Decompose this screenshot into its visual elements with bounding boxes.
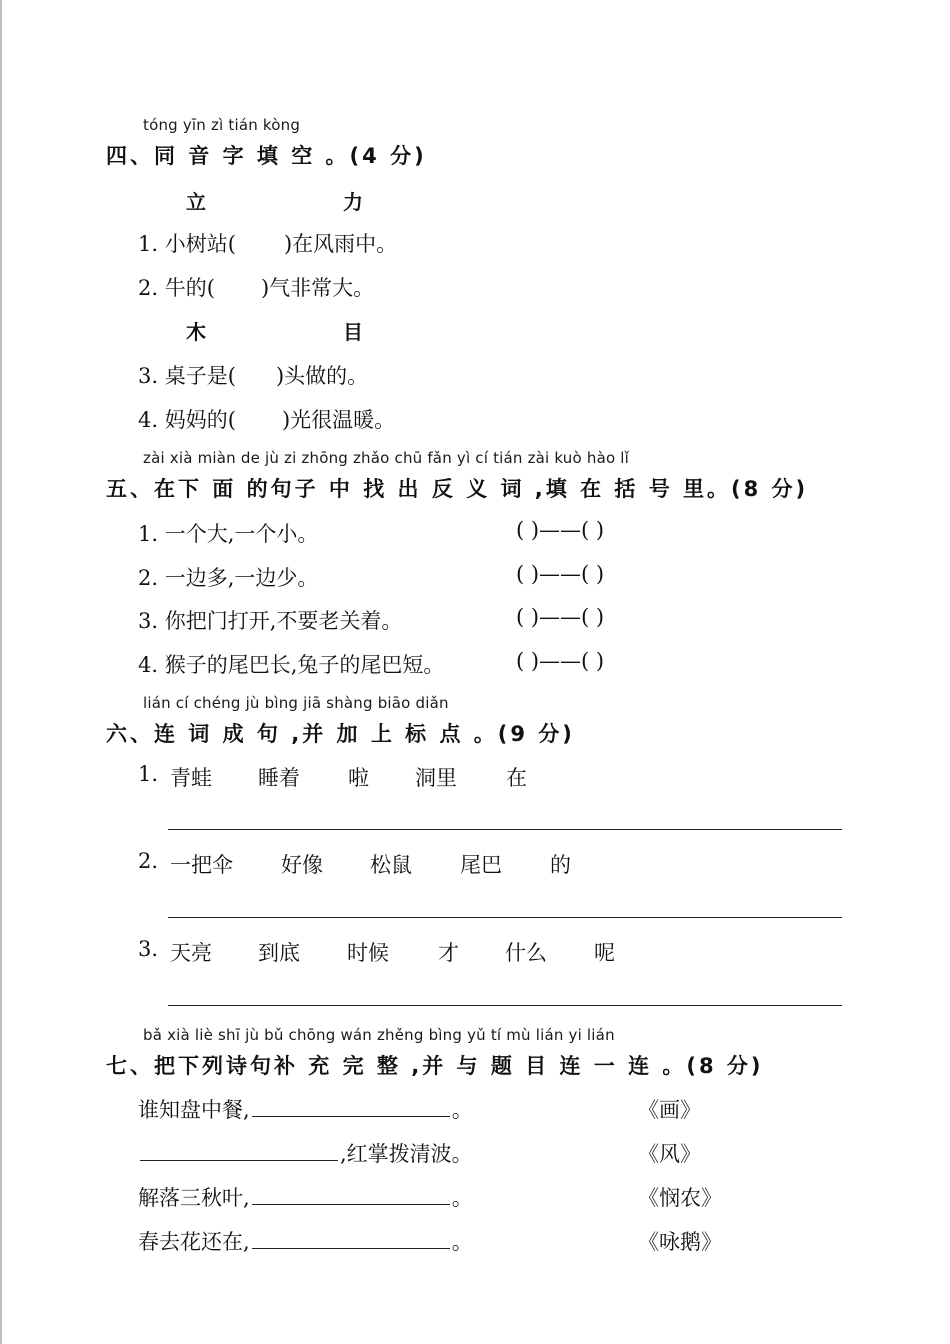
answer-line-2[interactable]: [168, 917, 842, 918]
poem-title-1: 《画》: [638, 1098, 701, 1122]
poem-line-2: [138, 1138, 473, 1168]
poem-blank-3[interactable]: [252, 1186, 450, 1205]
section5-title: 五、在下 面 的句子 中 找 出 反 义 词 ,填 在 括 号 里。(8 分): [106, 477, 809, 501]
poem-title-4: 《咏鹅》: [638, 1230, 722, 1254]
word-card: 松鼠: [370, 853, 412, 877]
item-number: 1.: [138, 232, 159, 256]
poem-after: 。: [451, 1098, 473, 1122]
item-text: 一边多,一边少。: [164, 566, 319, 590]
section4-item-1: [138, 228, 397, 258]
poem-after: ,红掌拨清波。: [340, 1142, 473, 1166]
item-after: )光很温暖。: [281, 408, 396, 432]
section6-item-number-1: 1.: [138, 762, 159, 786]
word-card: 什么: [505, 941, 547, 965]
item-number: 4.: [138, 653, 159, 677]
section6-title: 六、连 词 成 句 ,并 加 上 标 点 。(9 分): [106, 722, 575, 746]
section4-item-3: [138, 360, 368, 390]
item-after: )在风雨中。: [283, 232, 398, 256]
section5-pinyin: zài xià miàn de jù zi zhōng zhǎo chū fǎn yì cí tián zài kuò hào lǐ: [143, 449, 630, 467]
antonym-answer-1: ( )——( ): [516, 518, 605, 542]
item-before: 牛的(: [164, 276, 215, 300]
item-after: )头做的。: [275, 364, 369, 388]
antonym-answer-2: ( )——( ): [516, 562, 605, 586]
poem-before: 解落三秋叶,: [138, 1186, 250, 1210]
word-card: 好像: [281, 853, 323, 877]
poem-blank-1[interactable]: [252, 1098, 450, 1117]
item-text: 一个大,一个小。: [164, 522, 319, 546]
poem-after: 。: [451, 1186, 473, 1210]
poem-blank-2[interactable]: [140, 1142, 338, 1161]
section5-item-3: [138, 605, 402, 635]
poem-title-3: 《悯农》: [638, 1186, 722, 1210]
word-card: 在: [506, 766, 527, 790]
antonym-answer-4: ( )——( ): [516, 649, 605, 673]
section7-title: 七、把下列诗句补 充 完 整 ,并 与 题 目 连 一 连 。(8 分): [106, 1054, 764, 1078]
word-card: 到底: [258, 941, 300, 965]
item-after: )气非常大。: [260, 276, 375, 300]
item-before: 桌子是(: [164, 364, 236, 388]
word-card: 尾巴: [460, 853, 502, 877]
section6-item-number-2: 2.: [138, 849, 159, 873]
word-card: 的: [550, 853, 571, 877]
section5-item-2: [138, 562, 318, 592]
poem-line-4: [138, 1226, 473, 1256]
word-card: 洞里: [415, 766, 457, 790]
item-number: 1.: [138, 522, 159, 546]
section4-item-4: [138, 404, 395, 434]
homophone-right-2: 目: [343, 320, 363, 344]
item-before: 小树站(: [164, 232, 236, 256]
item-number: 2.: [138, 276, 159, 300]
section5-item-1: [138, 518, 318, 548]
section4-item-2: [138, 272, 374, 302]
antonym-answer-3: ( )——( ): [516, 605, 605, 629]
homophone-right-1: 力: [343, 190, 363, 214]
word-card: 呢: [594, 941, 615, 965]
answer-line-1[interactable]: [168, 829, 842, 830]
item-number: 3.: [138, 364, 159, 388]
word-card: 啦: [348, 766, 369, 790]
section4-title: 四、同 音 字 填 空 。(4 分): [106, 144, 427, 168]
homophone-left-2: 木: [186, 320, 206, 344]
answer-line-3[interactable]: [168, 1005, 842, 1006]
section5-item-4: [138, 649, 444, 679]
word-card: 睡着: [258, 766, 300, 790]
section6-pinyin: lián cí chéng jù bìng jiā shàng biāo diǎn: [143, 694, 449, 712]
item-number: 3.: [138, 609, 159, 633]
poem-before: 春去花还在,: [138, 1230, 250, 1254]
word-card: 才: [438, 941, 459, 965]
homophone-left-1: 立: [186, 190, 206, 214]
item-before: 妈妈的(: [164, 408, 236, 432]
poem-line-3: [138, 1182, 473, 1212]
item-number: 4.: [138, 408, 159, 432]
section4-pinyin: tóng yīn zì tián kòng: [143, 116, 301, 134]
poem-after: 。: [451, 1230, 473, 1254]
item-text: 猴子的尾巴长,兔子的尾巴短。: [164, 653, 445, 677]
poem-line-1: [138, 1094, 473, 1124]
section7-pinyin: bǎ xià liè shī jù bǔ chōng wán zhěng bìng yǔ tí mù lián yi lián: [143, 1026, 615, 1044]
poem-blank-4[interactable]: [252, 1230, 450, 1249]
item-text: 你把门打开,不要老关着。: [164, 609, 403, 633]
poem-before: 谁知盘中餐,: [138, 1098, 250, 1122]
page-edge: [0, 0, 2, 1344]
word-card: 青蛙: [170, 766, 212, 790]
item-number: 2.: [138, 566, 159, 590]
word-card: 天亮: [170, 941, 212, 965]
word-card: 时候: [347, 941, 389, 965]
poem-title-2: 《风》: [638, 1142, 701, 1166]
word-card: 一把伞: [170, 853, 233, 877]
section6-item-number-3: 3.: [138, 937, 159, 961]
